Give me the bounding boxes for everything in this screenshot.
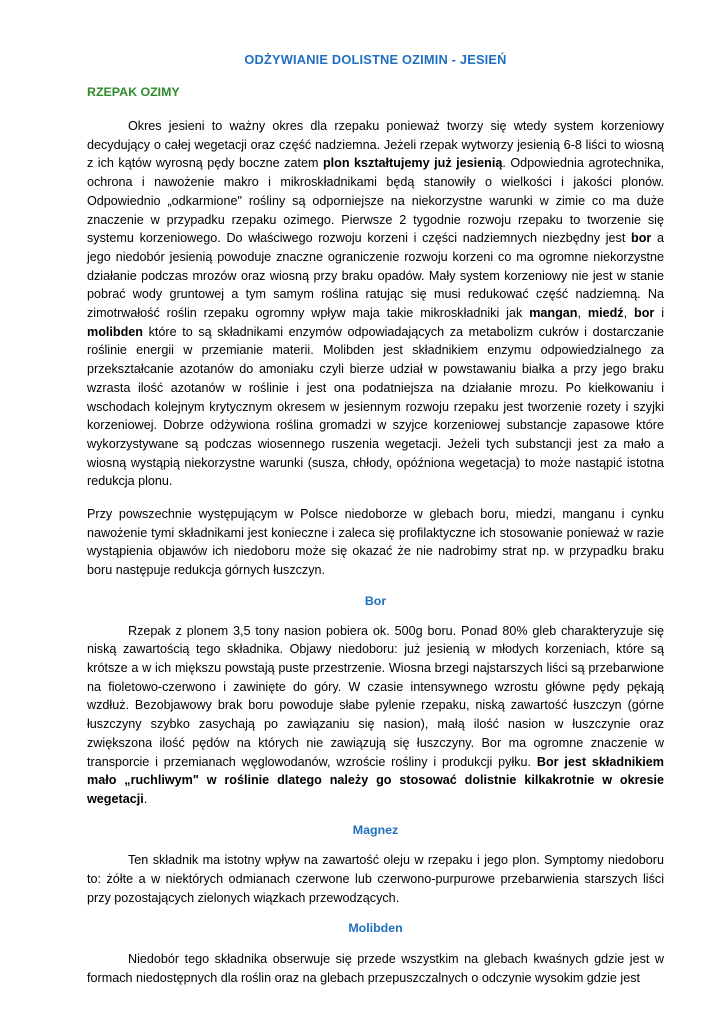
- text-run: ,: [577, 306, 588, 321]
- paragraph-magnez: Ten składnik ma istotny wpływ na zawartość oleju w rzepaku i jego plon. Symptomy niedoboru to: żółte a w niektórych odmianach czerwone lub czerwono-purpurowe przebarwienia starszych liści przy pozostających zielonych wiązkach przewodzących.: [87, 853, 664, 905]
- bold-run: bor: [634, 306, 655, 321]
- bold-run: mangan: [529, 306, 578, 321]
- bold-run: miedź: [587, 306, 624, 321]
- paragraph-molibden: Niedobór tego składnika obserwuje się przede wszystkim na glebach kwaśnych gdzie jest w formach niedostępnych dla roślin oraz na glebach przepuszczalnych o odczynie wysokim gdzie jest: [87, 952, 664, 985]
- paragraph-intro: [87, 117, 664, 491]
- bold-run: plon kształtujemy już jesienią: [322, 156, 503, 171]
- section-heading-magnez: Magnez: [352, 822, 399, 837]
- bold-run: Bor jest składnikiem mało „ruchliwym" w roślinie dlatego należy go stosować dolistnie kilkakrotnie w okresie wegetacji: [87, 754, 664, 806]
- document-body: [87, 51, 664, 988]
- section-heading-molibden: Molibden: [348, 921, 403, 936]
- page-title: ODŻYWIANIE DOLISTNE OZIMIN - JESIEŃ: [244, 52, 507, 67]
- text-run: ,: [623, 306, 634, 321]
- text-run: .: [143, 791, 148, 806]
- text-run: . Odpowiednia agrotechnika, ochrona i nawożenie makro i mikroskładnikami będą stanowiły o wielkości i jakości plonów. Odpowiednio „odkarmione" rośliny są odporniejsze na niekorzystne warunki w zimie co ma duże znaczenie w przypadku rzepaku ozimego. Pierwsze 2 tygodnie rozwoju rzepaku to tworzenie się systemu korzeniowego. Do właściwego rozwoju korzeni i części nadziemnych niezbędny jest: [87, 156, 664, 246]
- paragraph-deficiency: Przy powszechnie występującym w Polsce niedoborze w glebach boru, miedzi, manganu i cynku nawożenie tymi składnikami jest konieczne i zaleca się profilaktyczne ich stosowanie ponieważ w razie wystąpienia objawów ich niedoboru może się okazać że nie nadrobimy strat np. w przypadku braku boru następuje redukcja górnych łuszczyn.: [87, 507, 664, 578]
- bold-run: bor: [631, 231, 652, 246]
- crop-subtitle: RZEPAK OZIMY: [87, 85, 180, 99]
- section-heading-bor: Bor: [364, 593, 387, 608]
- text-run: a jego niedobór jesienią powoduje znaczne ograniczenie rozwoju korzeni co ma ogromne niekorzystne działanie podczas mrozów oraz wiosną przy braku opadów. Mały system korzeniowy nie jest w stanie pobrać wody gruntowej a tym samym roślina ratując się musi redukować część nadziemną. Na zimotrwałość roślin rzepaku ogromny wpływ maja takie mikroskładniki jak: [87, 231, 664, 321]
- text-run: Rzepak z plonem 3,5 tony nasion pobiera ok. 500g boru. Ponad 80% gleb charakteryzuje się niską zawartością tego składnika. Objawy niedoboru: już jesienią w młodych korzeniach, które są krótsze a w ich miększu powstają puste przestrzenie. Wiosna brzegi najstarszych liści są przebarwione na fioletowo-czerwono i zawinięte do góry. W czasie intensywnego wzrostu główne pędy pękają wzdłuż. Bezobjawowy brak boru powoduje słabe pylenie rzepaku, niską zawartość łuszczyn (górne łuszczyny szybko zasychają po zawiązaniu się nasion), małą ilość nasion w łuszczynie oraz zwiększona ilość pędów na których nie zawiązują się łuszczyny. Bor ma ogromne znaczenie w transporcie i przemianach węglowodanów, wzroście rośliny i produkcji pyłku.: [87, 623, 664, 769]
- text-run: i: [654, 306, 664, 321]
- bold-run: molibden: [87, 324, 143, 339]
- text-run: Okres jesieni to ważny okres dla rzepaku ponieważ tworzy się wtedy system korzeniowy decydujący o całej wegetacji oraz część nadziemna. Jeżeli rzepak wytworzy jesienią 6-8 liści to wiosną z ich kątów wyrosną pędy boczne zatem: [87, 119, 664, 171]
- paragraph-bor: [87, 622, 664, 809]
- text-run: które to są składnikami enzymów odpowiadających za metabolizm cukrów i dostarczanie roślinie energii w przemianie materii. Molibden jest składnikiem enzymu odpowiedzialnego za przekształcanie azotanów do amoniaku czyli bierze udział w powstawaniu białka a przy jego braku wzrasta ilość azotanów w roślinie i jest ona podatniejsza na działanie mrozu. Po kiełkowaniu i wschodach kolejnym krytycznym okresem w jesiennym rozwoju rzepaku jest tworzenie rozety i szyjki korzeniowej. Dobrze odżywiona roślina gromadzi w szyjce korzeniowej substancje zapasowe które wykorzystywane są podczas wiosennego ruszenia wegetacji. Jeżeli tych substancji jest za mało a wiosną wystąpią niekorzystne warunki (susza, chłody, opóźniona wegetacja) to może nastąpić istotna redukcja plonu.: [87, 324, 664, 489]
